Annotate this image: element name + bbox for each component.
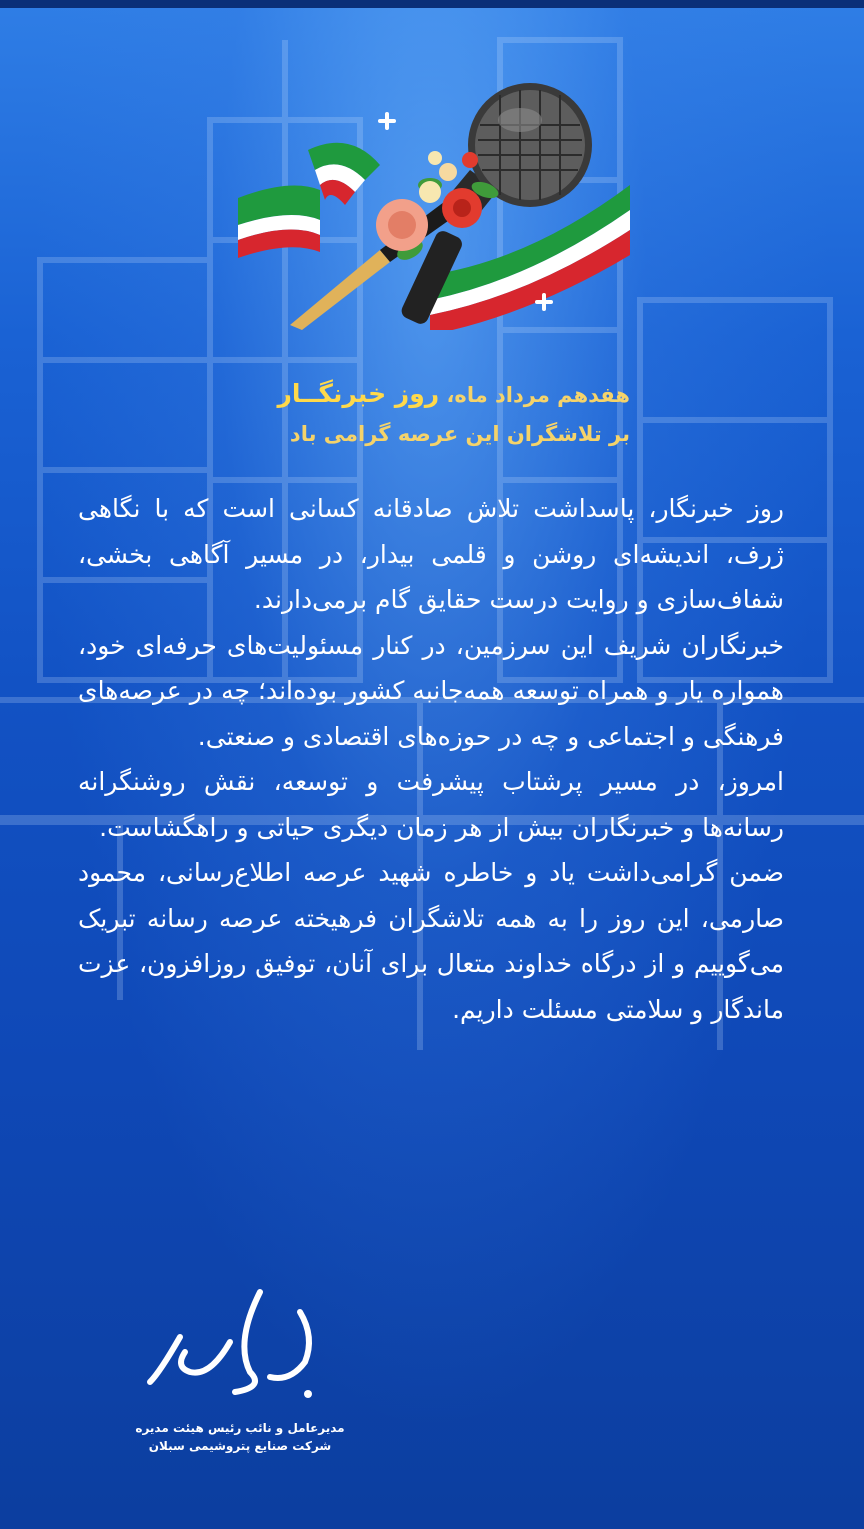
company-name: شرکت صنایع پتروشیمی سبلان — [148, 1439, 332, 1453]
headline-line-2: بر تلاشگران این عرصه گرامی باد — [289, 422, 630, 446]
paragraph: ضمن گرامی‌داشت یاد و خاطره شهید عرصه اطلاع‌رسانی، محمود صارمی، این روز را به همه تلاشگران فرهیخته عرصه رسانه تبریک می‌گوییم و از درگاه خداوند متعال برای آنان، توفیق روزافزون، عزت ماندگار و سلامتی مسئلت داریم. — [78, 858, 784, 1024]
paragraph: خبرنگاران شریف این سرزمین، در کنار مسئولیت‌های حرفه‌ای خود، همواره یار و همراه توسعه همه‌جانبه کشور بوده‌اند؛ چه در عرصه‌های فرهنگی و اجتماعی و چه در حوزه‌های اقتصادی و صنعتی. — [78, 630, 784, 751]
paragraph: روز خبرنگار، پاسداشت تلاش صادقانه کسانی است که با نگاهی ژرف، اندیشه‌ای روشن و قلمی بیدار، در مسیر آگاهی بخشی، شفاف‌سازی و روایت درست حقایق گام برمی‌دارند. — [78, 494, 784, 614]
signature — [140, 1282, 340, 1412]
headline-emphasis: روز خبرنگــار — [277, 379, 440, 408]
paragraph: امروز، در مسیر پرشتاب پیشرفت و توسعه، نقش روشنگرانه رسانه‌ها و خبرنگاران بیش از هر زمان دیگری حیاتی و راهگشاست. — [78, 767, 784, 842]
headline-prefix: هفدهم مرداد ماه، — [439, 383, 630, 407]
signatory-title: مدیرعامل و نائب رئیس هیئت مدیره — [135, 1421, 345, 1435]
sparkle-icon — [535, 293, 553, 311]
message-body — [78, 486, 784, 1032]
sparkle-icon — [378, 112, 396, 130]
press-day-emblem — [230, 80, 640, 330]
headline-line-1 — [140, 380, 630, 409]
